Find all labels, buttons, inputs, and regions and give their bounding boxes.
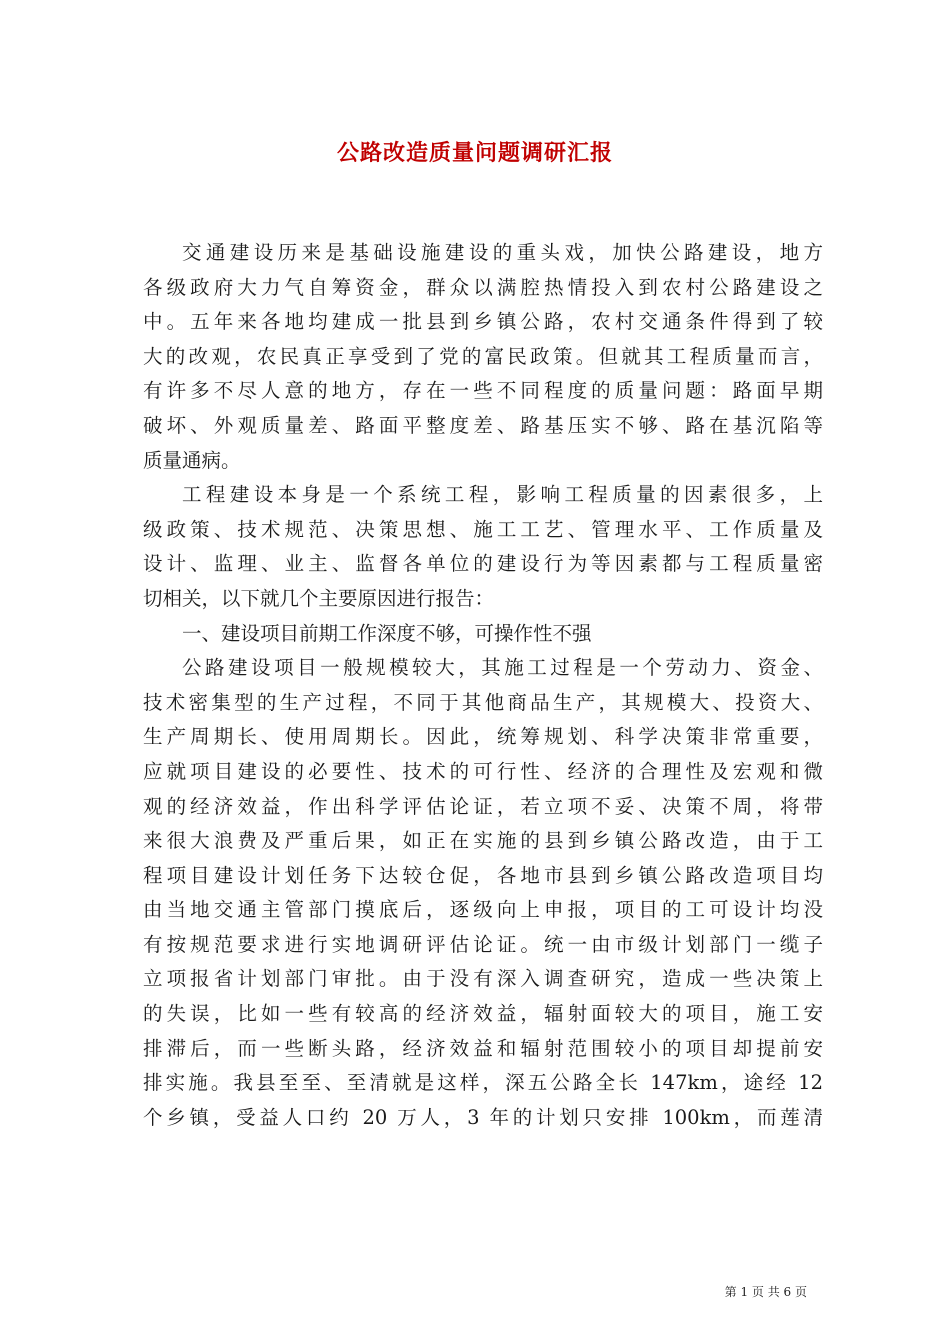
text-line: 立项报省计划部门审批。由于没有深入调查研究，造成一些决策上 bbox=[143, 967, 823, 991]
text-line: 个乡镇，受益人口约 20 万人，3 年的计划只安排 100km，而莲清 bbox=[143, 1105, 823, 1129]
text-line: 破坏、外观质量差、路面平整度差、路基压实不够、路在基沉陷等 bbox=[143, 413, 823, 437]
text-line: 来很大浪费及严重后果，如正在实施的县到乡镇公路改造，由于工 bbox=[143, 829, 823, 853]
text-line: 技术密集型的生产过程，不同于其他商品生产，其规模大、投资大、 bbox=[143, 690, 823, 714]
text-line: 由当地交通主管部门摸底后，逐级向上申报，项目的工可设计均没 bbox=[143, 898, 823, 922]
page-footer: 第 1 页 共 6 页 bbox=[724, 1285, 807, 1299]
text-line: 交通建设历来是基础设施建设的重头戏，加快公路建设，地方 bbox=[182, 241, 823, 264]
text-line: 各级政府大力气自筹资金，群众以满腔热情投入到农村公路建设之 bbox=[143, 275, 823, 299]
text-line: 的失误，比如一些有较高的经济效益，辐射面较大的项目，施工安 bbox=[143, 1002, 823, 1026]
text-line: 级政策、技术规范、决策思想、施工工艺、管理水平、工作质量及 bbox=[143, 517, 823, 541]
text-line: 质量通病。 bbox=[143, 448, 241, 472]
text-line: 应就项目建设的必要性、技术的可行性、经济的合理性及宏观和微 bbox=[143, 759, 823, 783]
text-line: 中。五年来各地均建成一批县到乡镇公路，农村交通条件得到了较 bbox=[143, 310, 823, 334]
text-line: 设计、监理、业主、监督各单位的建设行为等因素都与工程质量密 bbox=[143, 552, 823, 576]
text-line: 一、建设项目前期工作深度不够，可操作性不强 bbox=[182, 621, 592, 645]
text-line: 有按规范要求进行实地调研评估论证。统一由市级计划部门一缆子 bbox=[143, 932, 823, 956]
text-line: 工程建设本身是一个系统工程，影响工程质量的因素很多，上 bbox=[182, 483, 823, 507]
page-title: 公路改造质量问题调研汇报 bbox=[336, 140, 613, 166]
text-line: 大的改观，农民真正享受到了党的富民政策。但就其工程质量而言， bbox=[143, 344, 823, 368]
text-line: 生产周期长、使用周期长。因此，统筹规划、科学决策非常重要， bbox=[143, 725, 823, 749]
text-line: 排滞后，而一些断头路，经济效益和辐射范围较小的项目却提前安 bbox=[143, 1036, 823, 1060]
text-line: 切相关，以下就几个主要原因进行报告： bbox=[143, 586, 495, 610]
text-line: 有许多不尽人意的地方，存在一些不同程度的质量问题：路面早期 bbox=[143, 379, 823, 403]
document-body bbox=[143, 236, 823, 1135]
text-line: 排实施。我县至至、至清就是这样，深五公路全长 147km，途经 12 bbox=[143, 1071, 823, 1095]
text-line: 观的经济效益，作出科学评估论证，若立项不妥、决策不周，将带 bbox=[143, 794, 823, 818]
text-line: 程项目建设计划任务下达较仓促，各地市县到乡镇公路改造项目均 bbox=[143, 863, 823, 887]
text-line: 公路建设项目一般规模较大，其施工过程是一个劳动力、资金、 bbox=[182, 656, 823, 680]
